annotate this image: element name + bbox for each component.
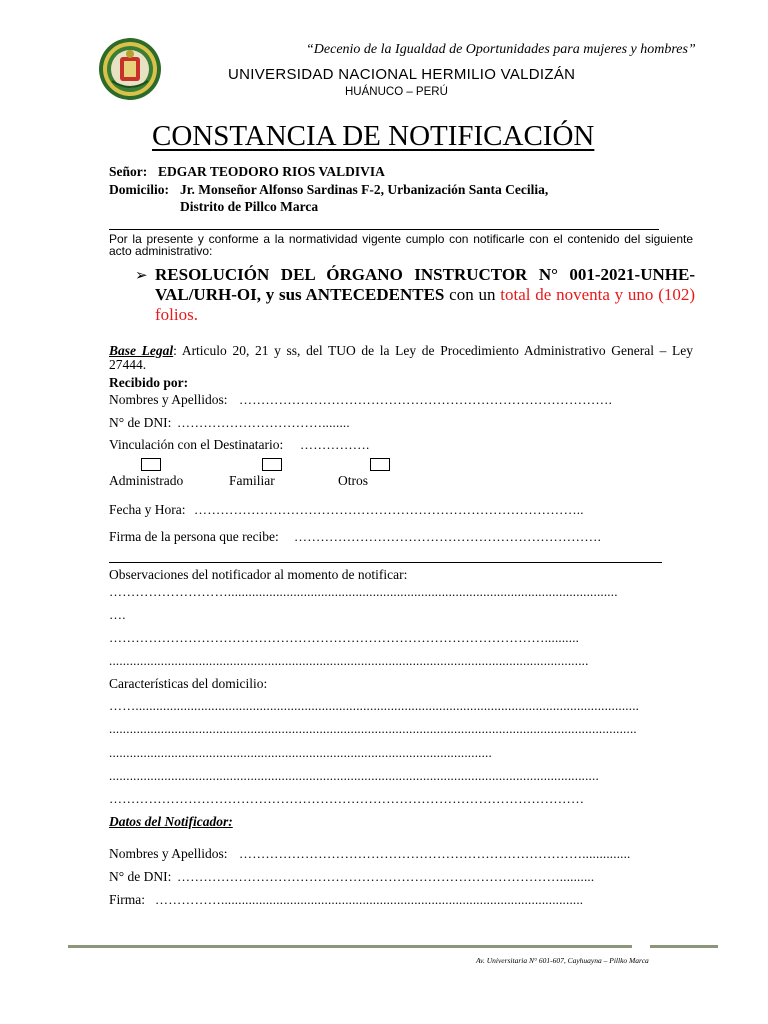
caracteristicas-line-5[interactable]: ………………………………………………………………………………………………	[109, 791, 585, 806]
resolution-connector: con un	[449, 285, 496, 304]
domicilio-line-1: Jr. Monseñor Alfonso Sardinas F-2, Urbanización Santa Cecilia,	[180, 182, 549, 197]
administrado-checkbox[interactable]	[141, 458, 161, 471]
firma-recibe-label: Firma de la persona que recibe:	[109, 529, 279, 544]
base-legal	[109, 344, 693, 372]
footer-address: Av. Universitaria N° 601-607, Cayhuayna – Pillko Marca	[476, 956, 649, 965]
option-familiar: Familiar	[229, 473, 275, 488]
familiar-checkbox[interactable]	[262, 458, 282, 471]
senor-label: Señor:	[109, 164, 148, 179]
arrow-bullet-icon: ➢	[135, 266, 148, 284]
caracteristicas-line-3[interactable]: ...............................................................................................................	[109, 745, 492, 760]
caracteristicas-line-2[interactable]: .........................................................................................................................................................	[109, 721, 637, 736]
document-title: CONSTANCIA DE NOTIFICACIÓN	[152, 120, 595, 152]
notificador-firma-field[interactable]: …………….........................................................................................................	[155, 892, 584, 907]
fecha-label: Fecha y Hora:	[109, 502, 186, 517]
firma-recibe-field[interactable]: …………………………………………………………….	[294, 529, 602, 544]
recibido-nombres-label: Nombres y Apellidos:	[109, 392, 228, 407]
base-legal-label: Base Legal	[109, 343, 174, 358]
footer-rule-right	[650, 945, 718, 948]
divider-line	[109, 229, 659, 230]
motto-text: “Decenio de la Igualdad de Oportunidades para mujeres y hombres”	[306, 42, 696, 57]
caracteristicas-line-4[interactable]: ..............................................................................................................................................	[109, 768, 599, 783]
senor-value: EDGAR TEODORO RIOS VALDIVIA	[158, 164, 385, 179]
divider-line-2	[109, 562, 662, 563]
university-seal-icon	[98, 37, 162, 101]
observaciones-label: Observaciones del notificador al momento de notificar:	[109, 567, 408, 582]
observaciones-line-1[interactable]: ……………………….................................................................................................................	[109, 584, 618, 599]
notificador-dni-field[interactable]: ……………………………………………………………………………..........	[177, 869, 595, 884]
fecha-field[interactable]: ……………………………………………………………………………..	[194, 502, 584, 517]
option-otros: Otros	[338, 473, 368, 488]
resolution-block	[155, 265, 695, 325]
notificador-nombres-label: Nombres y Apellidos:	[109, 846, 228, 861]
caracteristicas-line-1[interactable]: ……..................................................................................................................................................	[109, 698, 640, 713]
caracteristicas-label: Características del domicilio:	[109, 676, 268, 691]
notificador-dni-label: N° de DNI:	[109, 869, 172, 884]
vinculacion-label: Vinculación con el Destinatario:	[109, 437, 284, 452]
domicilio-label: Domicilio:	[109, 182, 169, 197]
university-name: UNIVERSIDAD NACIONAL HERMILIO VALDIZÁN	[228, 66, 576, 83]
notificador-heading: Datos del Notificador:	[109, 814, 233, 829]
resolution-title: RESOLUCIÓN DEL ÓRGANO INSTRUCTOR N° 001-2021-UNHE-VAL/URH-OI, y sus ANTECEDENTES	[155, 265, 695, 304]
option-administrado: Administrado	[109, 473, 184, 488]
notificador-nombres-field[interactable]: ……………………………………………………………………..............	[239, 846, 631, 861]
recibido-nombres-field[interactable]: ………………………………………………………………………….	[239, 392, 613, 407]
domicilio-line-2: Distrito de Pillco Marca	[180, 199, 319, 214]
resolution-folios: total de noventa y uno (102) folios.	[155, 285, 696, 324]
recibido-dni-label: N° de DNI:	[109, 415, 172, 430]
observaciones-line-2[interactable]: ….	[109, 607, 126, 622]
otros-checkbox[interactable]	[370, 458, 390, 471]
observaciones-line-3[interactable]: ………………………………………………………………………………………..........	[109, 630, 580, 645]
city-name: HUÁNUCO – PERÚ	[345, 86, 448, 98]
intro-paragraph: Por la presente y conforme a la normatividad vigente cumplo con notificarle con el contenido del siguiente acto administrativo:	[109, 232, 693, 258]
notificador-firma-label: Firma:	[109, 892, 145, 907]
footer-rule-left	[68, 945, 632, 948]
vinculacion-field[interactable]: …………….	[300, 437, 370, 452]
base-legal-text: : Articulo 20, 21 y ss, del TUO de la Ley de Procedimiento Administrativo General – Ley 27444.	[109, 343, 694, 372]
observaciones-line-4[interactable]: ...........................................................................................................................................	[109, 653, 589, 668]
recibido-dni-field[interactable]: ……………………………........	[177, 415, 350, 430]
recibido-heading: Recibido por:	[109, 375, 189, 390]
